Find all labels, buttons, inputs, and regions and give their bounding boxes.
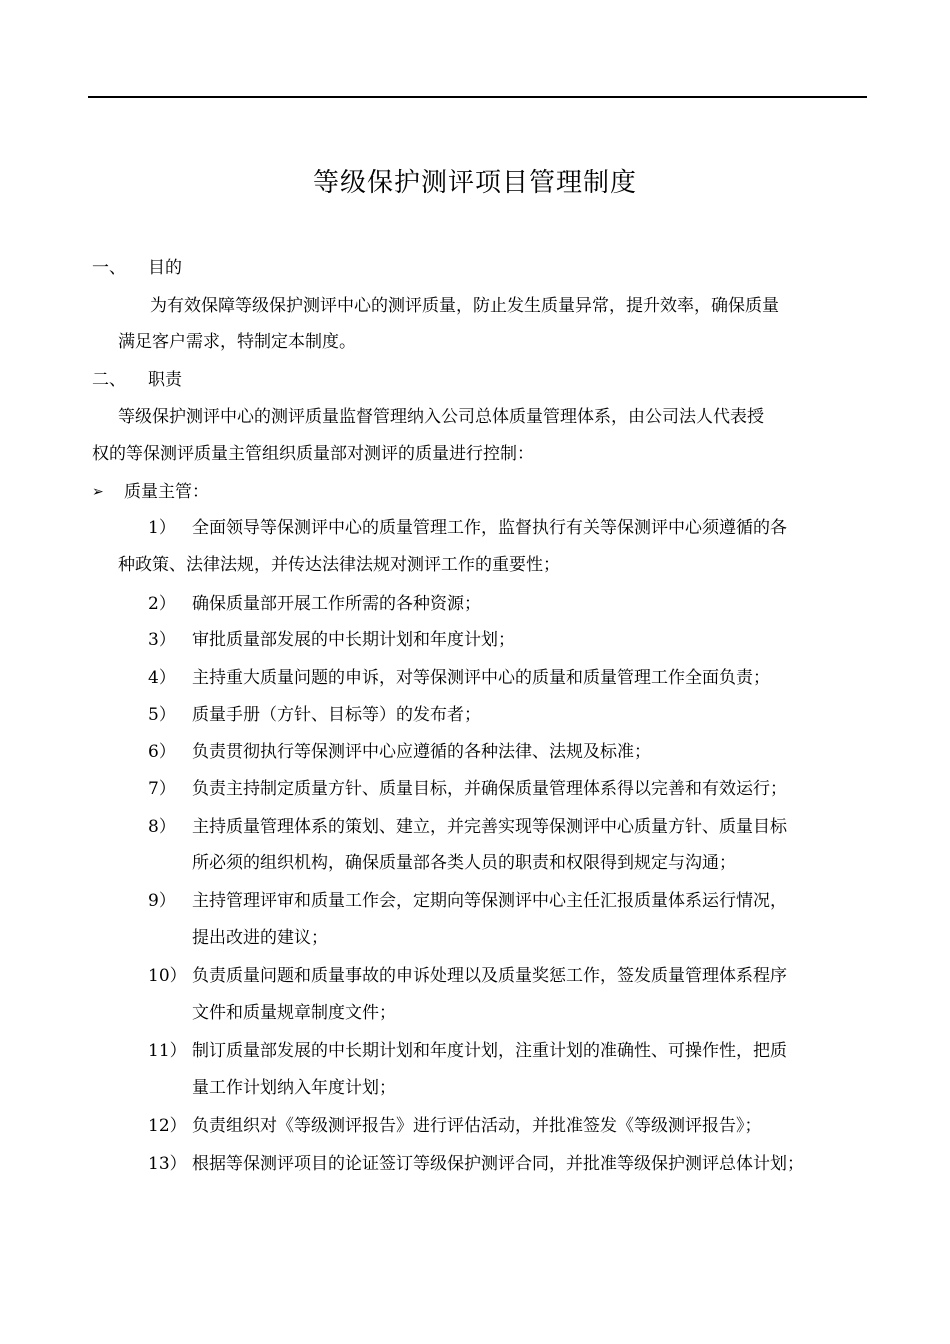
list-item-text: 负责贯彻执行等保测评中心应遵循的各种法律、法规及标准； xyxy=(192,742,651,762)
list-item-text: 主持管理评审和质量工作会，定期向等保测评中心主任汇报质量体系运行情况， xyxy=(192,891,787,911)
section-1-number: 一、 xyxy=(92,258,126,278)
list-item-text: 制订质量部发展的中长期计划和年度计划，注重计划的准确性、可操作性，把质 xyxy=(192,1041,787,1061)
list-item-text: 根据等保测评项目的论证签订等级保护测评合同，并批准等级保护测评总体计划； xyxy=(192,1154,804,1174)
list-item-text: 种政策、法律法规，并传达法律法规对测评工作的重要性； xyxy=(118,555,560,575)
header-rule xyxy=(88,96,867,98)
list-item-number: 2） xyxy=(148,594,176,614)
list-item-number: 13） xyxy=(148,1154,187,1174)
list-item-text: 全面领导等保测评中心的质量管理工作，监督执行有关等保测评中心须遵循的各 xyxy=(192,518,787,538)
section-2-number: 二、 xyxy=(92,370,126,390)
list-item-number: 12） xyxy=(148,1116,187,1136)
list-item-text: 主持质量管理体系的策划、建立，并完善实现等保测评中心质量方针、质量目标 xyxy=(192,817,787,837)
list-item-text: 确保质量部开展工作所需的各种资源； xyxy=(192,594,481,614)
list-item-number: 1） xyxy=(148,518,176,538)
list-item-text: 主持重大质量问题的申诉，对等保测评中心的质量和质量管理工作全面负责； xyxy=(192,668,770,688)
list-item-number: 10） xyxy=(148,966,187,986)
list-item-text: 量工作计划纳入年度计划； xyxy=(192,1078,396,1098)
section-1-para-line: 满足客户需求，特制定本制度。 xyxy=(118,332,356,352)
list-item-number: 6） xyxy=(148,742,176,762)
list-item-text: 负责质量问题和质量事故的申诉处理以及质量奖惩工作，签发质量管理体系程序 xyxy=(192,966,787,986)
section-2-para-line: 权的等保测评质量主管组织质量部对测评的质量进行控制： xyxy=(92,444,534,464)
list-item-text: 审批质量部发展的中长期计划和年度计划； xyxy=(192,630,515,650)
list-item-text: 负责主持制定质量方针、质量目标，并确保质量管理体系得以完善和有效运行； xyxy=(192,779,787,799)
arrow-bullet-icon: ➢ xyxy=(92,484,104,500)
page-title: 等级保护测评项目管理制度 xyxy=(312,168,637,198)
section-2-para-line: 等级保护测评中心的测评质量监督管理纳入公司总体质量管理体系，由公司法人代表授 xyxy=(118,407,764,427)
section-1-para-line: 为有效保障等级保护测评中心的测评质量，防止发生质量异常，提升效率，确保质量 xyxy=(150,296,779,316)
section-1-heading: 目的 xyxy=(148,258,182,278)
list-item-text: 负责组织对《等级测评报告》进行评估活动，并批准签发《等级测评报告》； xyxy=(192,1116,762,1136)
list-item-number: 7） xyxy=(148,779,176,799)
list-item-number: 9） xyxy=(148,891,176,911)
bullet-label: 质量主管： xyxy=(124,482,209,502)
list-item-text: 质量手册（方针、目标等）的发布者； xyxy=(192,705,481,725)
list-item-text: 文件和质量规章制度文件； xyxy=(192,1003,396,1023)
list-item-number: 11） xyxy=(148,1041,187,1061)
list-item-number: 8） xyxy=(148,817,176,837)
list-item-number: 3） xyxy=(148,630,176,650)
list-item-text: 所必须的组织机构，确保质量部各类人员的职责和权限得到规定与沟通； xyxy=(192,853,736,873)
list-item-number: 5） xyxy=(148,705,176,725)
list-item-number: 4） xyxy=(148,668,176,688)
section-2-heading: 职责 xyxy=(148,370,182,390)
list-item-text: 提出改进的建议； xyxy=(192,928,328,948)
